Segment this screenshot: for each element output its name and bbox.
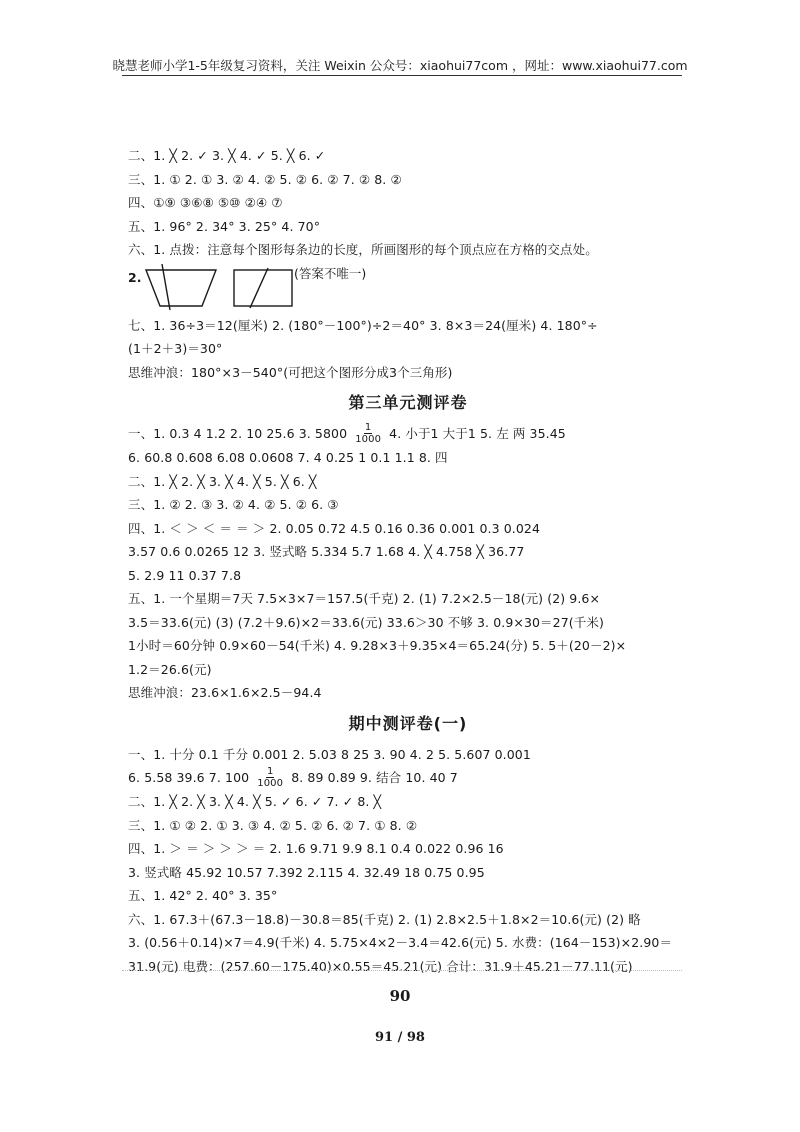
answer-line bbox=[128, 766, 688, 790]
figure-row bbox=[128, 262, 688, 314]
answer-text: 一、1. 0.3 4 1.2 2. 10 25.6 3. 5800 bbox=[128, 426, 348, 441]
answer-text: 6. 5.58 39.6 7. 100 bbox=[128, 770, 250, 785]
answer-line: 一、1. 十分 0.1 千分 0.001 2. 5.03 8 25 3. 90 4. 2 5. 5.607 0.001 bbox=[128, 746, 531, 762]
answer-line: 三、1. ② 2. ③ 3. ② 4. ② 5. ② 6. ③ bbox=[128, 497, 339, 512]
rectangle-divider-line bbox=[250, 268, 268, 308]
answer-line: 六、1. 点拨：注意每个图形每条边的长度，所画图形的每个顶点应在方格的交点处。 bbox=[128, 242, 598, 257]
fraction-denominator: 1000 bbox=[355, 434, 382, 445]
answer-line: 七、1. 36÷3＝12(厘米) 2. (180°－100°)÷2＝40° 3. 8×3＝24(厘米) 4. 180°÷ bbox=[128, 317, 598, 333]
trapezoid-divider-line bbox=[162, 264, 170, 310]
answer-line: 思维冲浪：23.6×1.6×2.5－94.4 bbox=[128, 685, 322, 700]
answer-line: 思维冲浪：180°×3－540°(可把这个图形分成3个三角形) bbox=[128, 364, 453, 380]
answer-line: 六、1. 67.3＋(67.3－18.8)－30.8＝85(千克) 2. (1) 2.8×2.5＋1.8×2＝10.6(元) (2) 略 bbox=[128, 911, 641, 927]
answer-line bbox=[128, 422, 688, 446]
fraction-numerator: 1 bbox=[266, 766, 274, 777]
answer-line: 3. (0.56＋0.14)×7＝4.9(千米) 4. 5.75×4×2－3.4＝42.6(元) 5. 水费：(164－153)×2.90＝ bbox=[128, 935, 673, 950]
answer-line: (1＋2＋3)＝30° bbox=[128, 341, 223, 356]
page-number: 90 bbox=[389, 987, 411, 1005]
answer-line: 3.5＝33.6(元) (3) (7.2＋9.6)×2＝33.6(元) 33.6＞30 不够 3. 0.9×30＝27(千米) bbox=[128, 614, 604, 630]
answer-content bbox=[128, 144, 688, 978]
rectangle-shape bbox=[234, 270, 292, 306]
answer-text: 8. 89 0.89 9. 结合 10. 40 7 bbox=[291, 770, 458, 785]
answer-text: 4. 小于1 大于1 5. 左 两 35.45 bbox=[389, 426, 566, 441]
fraction bbox=[355, 422, 381, 445]
answer-line: 二、1. ╳ 2. ✓ 3. ╳ 4. ✓ 5. ╳ 6. ✓ bbox=[128, 148, 326, 163]
section-title: 第三单元测评卷 bbox=[348, 393, 468, 412]
answer-line: 五、1. 一个星期＝7天 7.5×3×7＝157.5(千克) 2. (1) 7.2×2.5－18(元) (2) 9.6× bbox=[128, 591, 601, 606]
answer-line: 三、1. ① 2. ① 3. ② 4. ② 5. ② 6. ② 7. ② 8. ② bbox=[128, 171, 402, 187]
answer-line: 二、1. ╳ 2. ╳ 3. ╳ 4. ╳ 5. ╳ 6. ╳ bbox=[128, 473, 317, 489]
answer-line: 二、1. ╳ 2. ╳ 3. ╳ 4. ╳ 5. ✓ 6. ✓ 7. ✓ 8. ╳ bbox=[128, 794, 382, 809]
answer-line: 五、1. 96° 2. 34° 3. 25° 4. 70° bbox=[128, 218, 321, 234]
figure-label: 2. bbox=[128, 269, 142, 285]
answer-line: 3. 竖式略 45.92 10.57 7.392 2.115 4. 32.49 18 0.75 0.95 bbox=[128, 864, 485, 880]
answer-line: 1小时＝60分钟 0.9×60－54(千米) 4. 9.28×3＋9.35×4＝65.24(分) 5. 5＋(20－2)× bbox=[128, 638, 627, 653]
trapezoid-shape bbox=[146, 270, 216, 306]
figure-drawing bbox=[144, 262, 294, 314]
answer-line: 四、①⑨ ③⑥⑧ ⑤⑩ ②④ ⑦ bbox=[128, 195, 283, 210]
answer-line: 31.9(元) 电费：(257.60－175.40)×0.55＝45.21(元) 合计：31.9＋45.21－77.11(元) bbox=[128, 958, 633, 974]
answer-line: 3.57 0.6 0.0265 12 3. 竖式略 5.334 5.7 1.68 4. ╳ 4.758 ╳ 36.77 bbox=[128, 544, 525, 559]
fraction-numerator: 1 bbox=[364, 422, 372, 433]
answer-line: 四、1. ＜ ＞ ＜ ＝ ＝ ＞ 2. 0.05 0.72 4.5 0.16 0.36 0.001 0.3 0.024 bbox=[128, 520, 541, 536]
fraction bbox=[257, 766, 283, 789]
answer-line: 五、1. 42° 2. 40° 3. 35° bbox=[128, 888, 278, 903]
figure-note: (答案不唯一) bbox=[294, 265, 367, 281]
footer-divider bbox=[122, 970, 682, 975]
section-title: 期中测评卷(一) bbox=[348, 713, 468, 733]
header-divider bbox=[122, 75, 682, 76]
page-header: 晓慧老师小学1-5年级复习资料，关注 Weixin 公众号：xiaohui77com ，网址：www.xiaohui77.com bbox=[112, 58, 688, 73]
fraction-denominator: 1000 bbox=[257, 778, 284, 789]
answer-line: 1.2＝26.6(元) bbox=[128, 661, 212, 677]
page-count: 91 / 98 bbox=[375, 1030, 425, 1045]
answer-line: 6. 60.8 0.608 6.08 0.0608 7. 4 0.25 1 0.1 1.1 8. 四 bbox=[128, 450, 448, 465]
answer-line: 5. 2.9 11 0.37 7.8 bbox=[128, 567, 242, 583]
answer-line: 四、1. ＞ ＝ ＞ ＞ ＞ ＝ 2. 1.6 9.71 9.9 8.1 0.4 0.022 0.96 16 bbox=[128, 841, 504, 856]
answer-line: 三、1. ① ② 2. ① 3. ③ 4. ② 5. ② 6. ② 7. ① 8. ② bbox=[128, 817, 418, 833]
